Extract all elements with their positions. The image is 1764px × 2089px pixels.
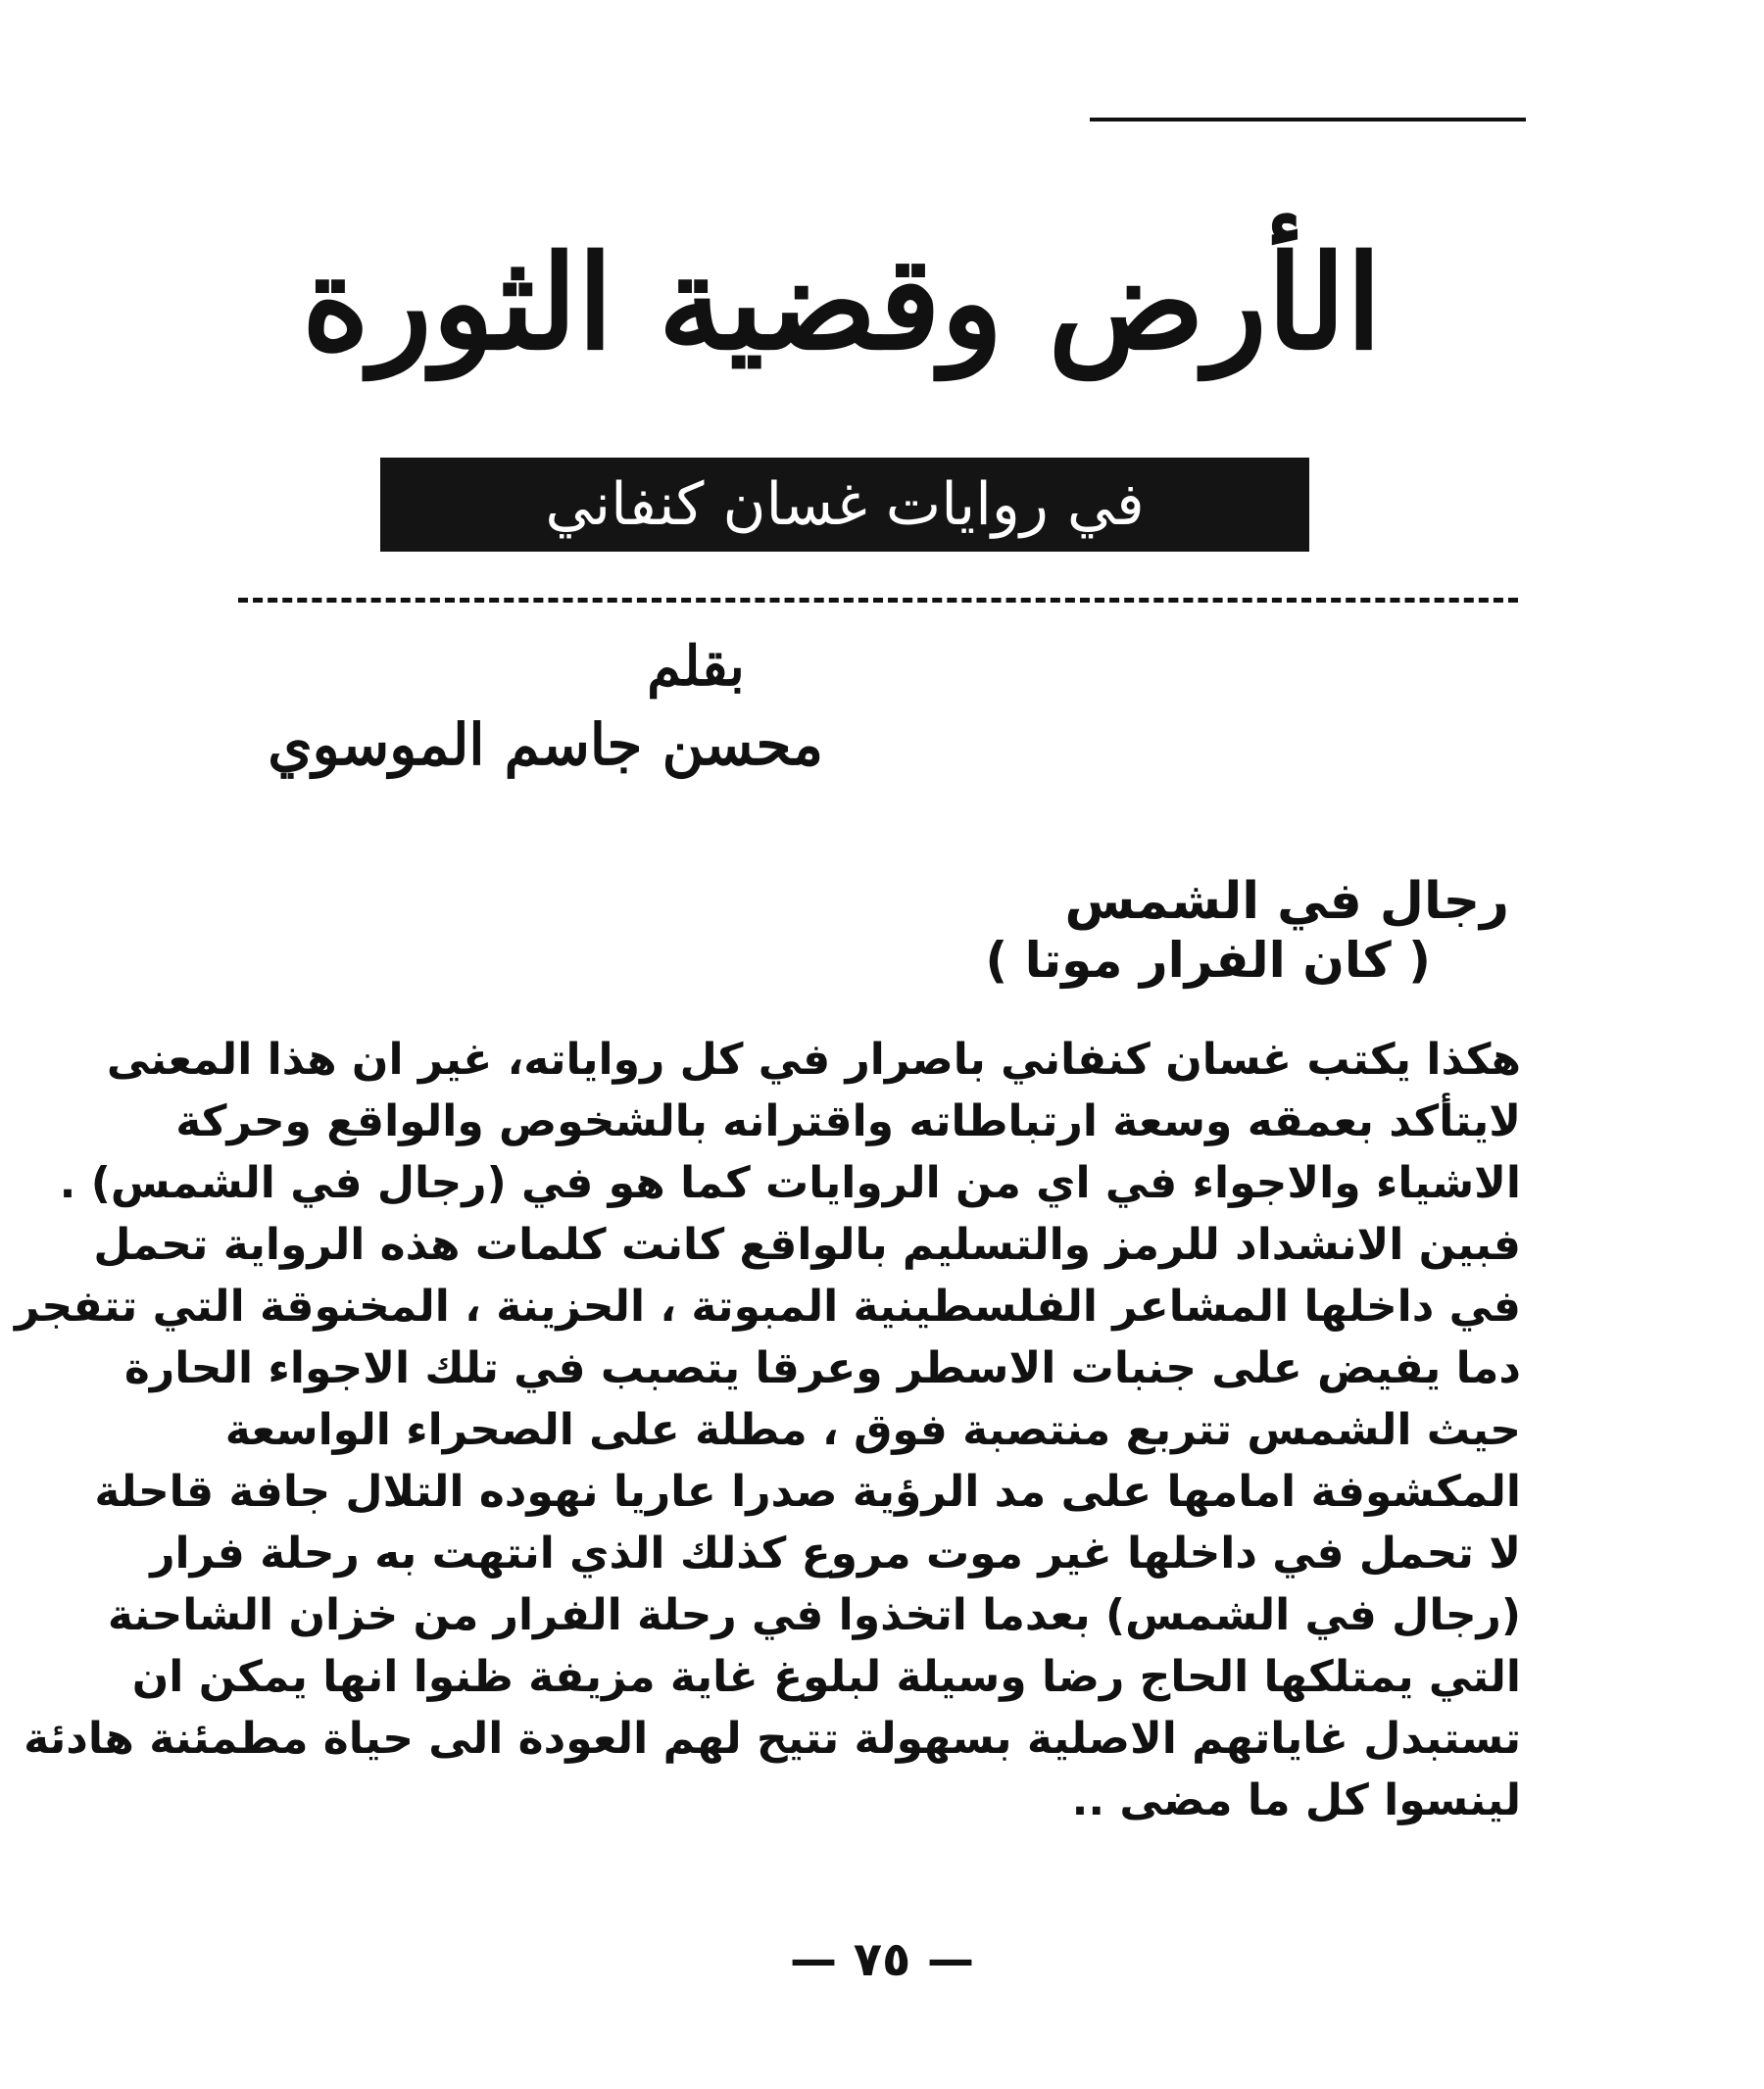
body-line: فبين الانشداد للرمز والتسليم بالواقع كانت كلمات هذه الرواية تحمل	[93, 1220, 1521, 1270]
byline-label: بقلم	[647, 634, 745, 699]
body-line: حيث الشمس تتربع منتصبة فوق ، مطلة على الصحراء الواسعة	[224, 1405, 1521, 1455]
body-line: لا تحمل في داخلها غير موت مروع كذلك الذي انتهت به رحلة فرار	[150, 1529, 1521, 1579]
body-line: هكذا يكتب غسان كنفاني باصرار في كل رواياته، غير ان هذا المعنى	[106, 1035, 1521, 1085]
body-line: تستبدل غاياتهم الاصلية بسهولة تتيح لهم العودة الى حياة مطمئنة هادئة	[24, 1714, 1521, 1764]
body-line: التي يمتلكها الحاج رضا وسيلة لبلوغ غاية مزيفة ظنوا انها يمكن ان	[131, 1652, 1521, 1702]
body-line: (رجال في الشمس) بعدما اتخذوا في رحلة الفرار من خزان الشاحنة	[107, 1590, 1521, 1640]
body-line: الاشياء والاجواء في اي من الروايات كما هو في (رجال في الشمس) .	[59, 1158, 1521, 1208]
article-subtitle-band	[380, 458, 1309, 552]
body-line: لينسوا كل ما مضى ..	[1071, 1775, 1521, 1825]
author-name: محسن جاسم الموسوي	[268, 711, 823, 778]
body-line: دما يفيض على جنبات الاسطر وعرقا يتصبب في تلك الاجواء الحارة	[123, 1343, 1521, 1393]
section-subheading: ( كان الفرار موتا )	[985, 932, 1431, 989]
dashed-divider	[238, 598, 1518, 603]
body-paragraph	[15, 1029, 1521, 1831]
article-title: الأرض وقضية الثورة	[301, 227, 1382, 379]
section-heading: رجال في الشمس	[1064, 872, 1509, 931]
body-line: المكشوفة امامها على مد الرؤية صدرا عاريا نهوده التلال جافة قاحلة	[94, 1467, 1521, 1517]
article-subtitle: في روايات غسان كنفاني	[545, 470, 1145, 539]
top-rule	[1090, 118, 1526, 121]
body-line: في داخلها المشاعر الفلسطينية المبوتة ، الحزينة ، المخنوقة التي تتفجر	[15, 1282, 1521, 1332]
body-line: لايتأكد بعمقه وسعة ارتباطاته واقترانه بالشخوص والواقع وحركة	[175, 1096, 1521, 1146]
page-number: — ٧٥ —	[789, 1932, 975, 1987]
